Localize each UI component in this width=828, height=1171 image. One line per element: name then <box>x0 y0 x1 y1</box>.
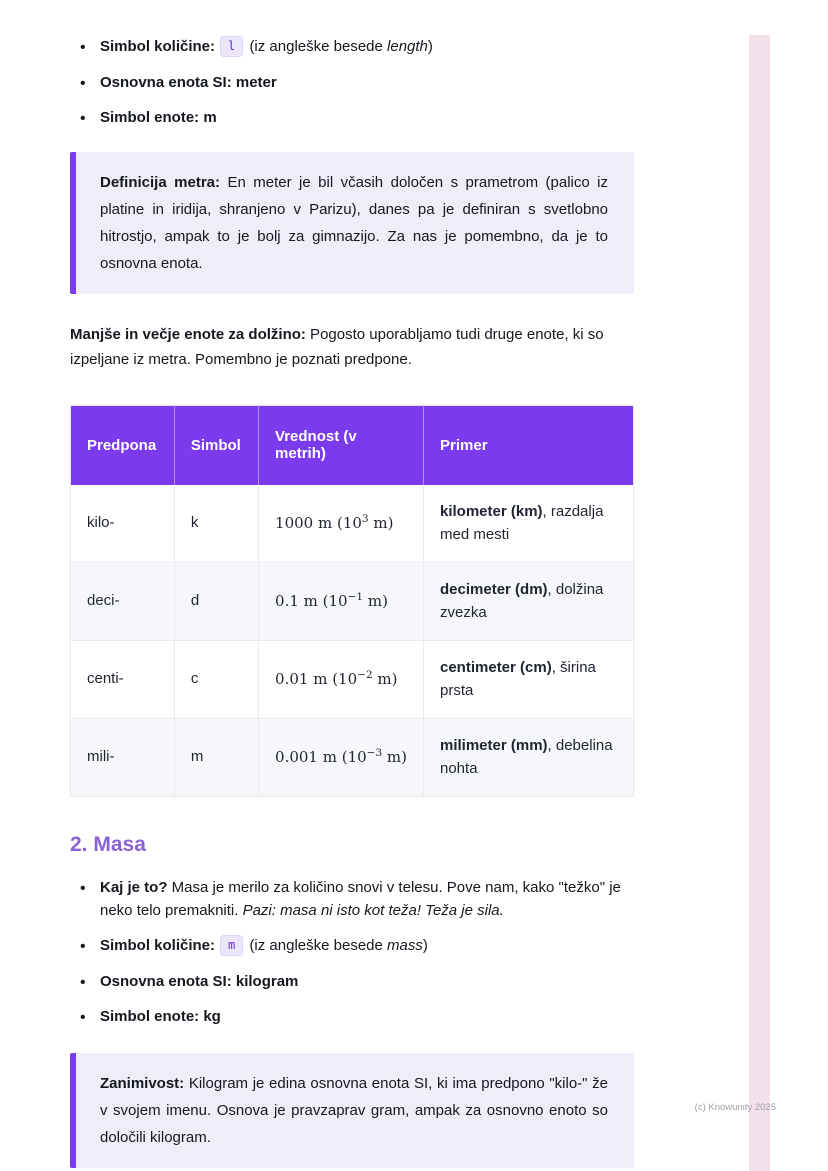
table-header-row <box>71 405 634 485</box>
value-exponent: 3 <box>361 513 369 526</box>
value-close: m) <box>382 748 407 767</box>
bullet-quantity-symbol <box>78 935 634 958</box>
bullet-text: (iz angleške besede <box>249 38 388 55</box>
callout-title: Zanimivost: <box>100 1074 185 1092</box>
prefixes-intro-paragraph <box>70 322 634 373</box>
value-close: m) <box>372 670 398 689</box>
cell-value <box>259 719 424 797</box>
value-base: 0.1 m (10 <box>275 592 348 611</box>
cell-value <box>259 563 424 641</box>
prefix-table <box>70 405 634 798</box>
bullet-label: Simbol količine: <box>100 937 216 954</box>
table-header-simbol: Simbol <box>174 405 258 485</box>
example-bold: decimeter (dm) <box>440 581 548 598</box>
bullet-label: Simbol količine: <box>100 38 216 55</box>
bullet-label: Simbol enote: kg <box>100 1008 221 1025</box>
bullet-text-end: ) <box>427 38 433 55</box>
table-row-centi <box>71 641 634 719</box>
cell-symbol: m <box>174 719 258 797</box>
page-content <box>70 36 634 1168</box>
cell-example <box>424 563 634 641</box>
cell-example <box>424 719 634 797</box>
cell-prefix: kilo- <box>71 485 175 563</box>
cell-prefix: centi- <box>71 641 175 719</box>
paragraph-bold: Manjše in večje enote za dolžino: <box>70 325 306 343</box>
callout-body: En meter je bil včasih določen s prametrom (palico iz platine in iridija, shranjeno v Parizu), danes pa je definiran s svetlobno hitrostjo, ampak to je bolj za gimnazijo. Za nas je pomembno, da je to osnovna enota. <box>100 173 608 272</box>
example-bold: kilometer (km) <box>440 503 543 520</box>
cell-prefix: mili- <box>71 719 175 797</box>
table-header-primer: Primer <box>424 405 634 485</box>
bullet-text: (iz angleške besede <box>249 937 388 954</box>
bullet-italic: length <box>387 38 428 55</box>
bullet-italic: mass <box>387 937 423 954</box>
cell-symbol: d <box>174 563 258 641</box>
bullet-unit-symbol <box>78 1006 634 1029</box>
value-close: m) <box>363 592 388 611</box>
callout-title: Definicija metra: <box>100 173 220 191</box>
table-row-mili <box>71 719 634 797</box>
cell-value <box>259 641 424 719</box>
quantity-symbol-badge: m <box>220 935 243 956</box>
bullet-italic: Pazi: masa ni isto kot teža! Teža je sila. <box>242 901 504 919</box>
bullet-text: Masa je merilo za količino snovi v telesu. Pove nam, kako "težko" je neko telo premakniti. <box>100 879 621 919</box>
fact-callout <box>70 1053 634 1168</box>
bullet-text-end: ) <box>422 937 428 954</box>
callout-body: Kilogram je edina osnovna enota SI, ki ima predpono "kilo-" že v svojem imenu. Osnova je pravzaprav gram, ampak za osnovno enoto so določili kilogram. <box>100 1074 608 1146</box>
example-bold: centimeter (cm) <box>440 659 552 676</box>
cell-symbol: c <box>174 641 258 719</box>
value-close: m) <box>368 514 394 533</box>
value-exponent: −2 <box>357 669 373 682</box>
bullet-label: Osnovna enota SI: meter <box>100 73 277 91</box>
cell-prefix: deci- <box>71 563 175 641</box>
section-heading-masa: 2. Masa <box>70 833 146 856</box>
value-exponent: −1 <box>347 591 364 604</box>
bullet-base-unit <box>78 971 634 994</box>
table-row-deci <box>71 563 634 641</box>
cell-example <box>424 641 634 719</box>
value-base: 1000 m (10 <box>275 514 362 533</box>
bullet-what-is-it <box>78 877 634 922</box>
table-header-vrednost: Vrednost (v metrih) <box>259 405 424 485</box>
bullet-base-unit <box>78 72 634 95</box>
cell-example <box>424 485 634 563</box>
example-rest: , širina prsta <box>440 659 596 699</box>
table-row-kilo <box>71 485 634 563</box>
page-edge-strip <box>749 35 770 1171</box>
definition-callout <box>70 152 634 294</box>
copyright-notice: (c) Knowunity 2025 <box>694 1102 776 1113</box>
mass-bullet-list <box>70 877 634 1029</box>
table-header-predpona: Predpona <box>71 405 175 485</box>
quantity-symbol-badge: l <box>220 36 243 57</box>
example-bold: milimeter (mm) <box>440 737 548 754</box>
cell-symbol: k <box>174 485 258 563</box>
example-rest: , debelina nohta <box>440 737 613 777</box>
value-base: 0.001 m (10 <box>275 748 367 767</box>
bullet-label: Kaj je to? <box>100 879 168 896</box>
paragraph-text: Pogosto uporabljamo tudi druge enote, ki so izpeljane iz metra. Pomembno je poznati predpone. <box>70 325 604 368</box>
bullet-label: Simbol enote: m <box>100 109 217 126</box>
bullet-quantity-symbol <box>78 36 634 59</box>
bullet-unit-symbol <box>78 107 634 130</box>
bullet-label: Osnovna enota SI: kilogram <box>100 972 299 990</box>
length-bullet-list <box>70 36 634 130</box>
example-rest: , razdalja med mesti <box>440 503 604 543</box>
value-exponent: −3 <box>366 747 383 760</box>
value-base: 0.01 m (10 <box>275 670 358 689</box>
cell-value <box>259 485 424 563</box>
example-rest: , dolžina zvezka <box>440 581 604 621</box>
